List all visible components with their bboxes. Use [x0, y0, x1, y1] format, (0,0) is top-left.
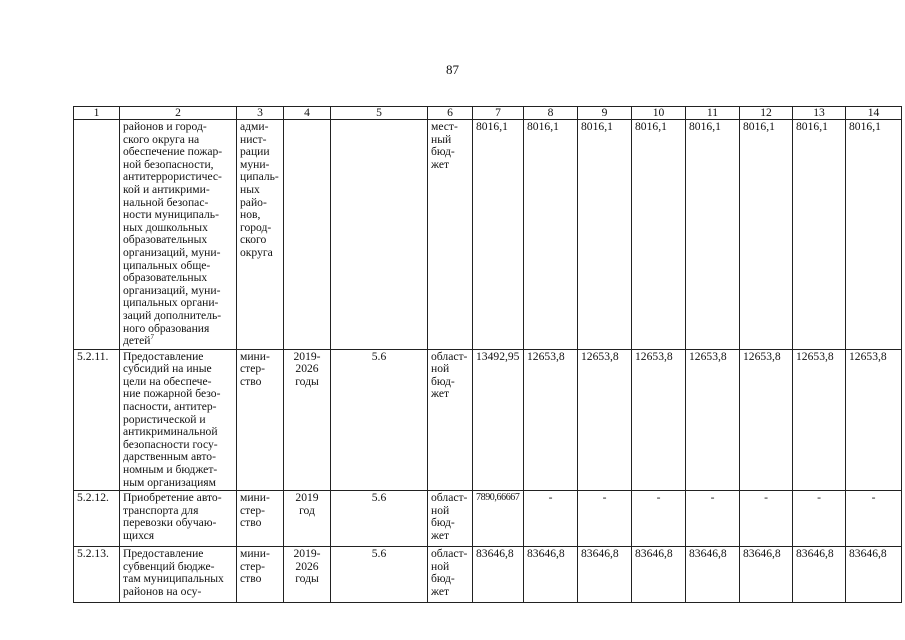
row-value: 8016,1: [740, 120, 793, 350]
column-number: 7: [473, 107, 524, 120]
row-value: 83646,8: [632, 547, 686, 603]
row-value: 8016,1: [846, 120, 902, 350]
row-value: 83646,8: [578, 547, 632, 603]
row-value: 12653,8: [846, 349, 902, 491]
row-value: 8016,1: [793, 120, 846, 350]
row-value: 12653,8: [686, 349, 740, 491]
row-value: 12653,8: [524, 349, 578, 491]
column-number: 3: [237, 107, 284, 120]
column-number: 13: [793, 107, 846, 120]
row-value: 8016,1: [578, 120, 632, 350]
row-number: [74, 120, 120, 350]
row-funding-source: област- ной бюд- жет: [428, 349, 473, 491]
column-number: 6: [428, 107, 473, 120]
table-row: [74, 547, 902, 603]
row-name: [120, 547, 237, 603]
column-number: 10: [632, 107, 686, 120]
row-name-text: районов и город- ского округа на обеспечение пожар- ной безопасности, антитеррористичес- кой и антикрими- нальной безопас- ности муниципаль- ных дошкольных образовательных организаций, муни- ципальных обще- образовательных организаций, муни- ципальных органи- заций дополнитель- ного образования детей: [123, 120, 223, 348]
row-value: 12653,8: [578, 349, 632, 491]
row-value: -: [846, 491, 902, 547]
row-col5: 5.6: [331, 547, 428, 603]
row-value: 7890,66667: [473, 491, 524, 547]
row-value: -: [793, 491, 846, 547]
column-number: 8: [524, 107, 578, 120]
row-number: 5.2.12.: [74, 491, 120, 547]
row-name: [120, 491, 237, 547]
row-executor: мини- стер- ство: [237, 547, 284, 603]
row-value: 83646,8: [686, 547, 740, 603]
row-executor: мини- стер- ство: [237, 349, 284, 491]
column-number-row: [74, 107, 902, 120]
row-value: -: [686, 491, 740, 547]
row-value: -: [578, 491, 632, 547]
row-value: 8016,1: [686, 120, 740, 350]
table-row: [74, 120, 902, 350]
row-name-text: Приобретение авто- транспорта для перевозки обучаю- щихся: [123, 491, 222, 542]
row-value: 12653,8: [632, 349, 686, 491]
program-activities-table: [73, 106, 902, 603]
row-value: 8016,1: [473, 120, 524, 350]
row-col5: [331, 120, 428, 350]
row-name: [120, 120, 237, 350]
footnote-mark: 7: [150, 333, 154, 342]
row-name-text: Предоставление субвенций бюдже- там муниципальных районов на осу-: [123, 547, 224, 598]
row-executor: адми- нист- рации муни- ципаль- ных райо- нов, город- ского округа: [237, 120, 284, 350]
row-value: 8016,1: [632, 120, 686, 350]
row-value: 13492,95: [473, 349, 524, 491]
row-period: [284, 120, 331, 350]
row-funding-source: област- ной бюд- жет: [428, 491, 473, 547]
row-value: 12653,8: [740, 349, 793, 491]
column-number: 4: [284, 107, 331, 120]
row-number: 5.2.13.: [74, 547, 120, 603]
row-value: 8016,1: [524, 120, 578, 350]
column-number: 9: [578, 107, 632, 120]
row-value: -: [524, 491, 578, 547]
row-value: 83646,8: [846, 547, 902, 603]
row-funding-source: област- ной бюд- жет: [428, 547, 473, 603]
column-number: 11: [686, 107, 740, 120]
row-number: 5.2.11.: [74, 349, 120, 491]
table-row: [74, 491, 902, 547]
column-number: 14: [846, 107, 902, 120]
row-period: 2019 год: [284, 491, 331, 547]
page-number: 87: [446, 62, 459, 77]
row-value: 83646,8: [740, 547, 793, 603]
row-name-text: Предоставление субсидий на иные цели на обеспече- ние пожарной безо- пасности, антитер- рористической и антикриминальной безопасности госу- дарственным авто- номным и бюджет- ным организациям: [123, 349, 221, 489]
row-period: 2019- 2026 годы: [284, 547, 331, 603]
table-row: [74, 349, 902, 491]
row-funding-source: мест- ный бюд- жет: [428, 120, 473, 350]
column-number: 5: [331, 107, 428, 120]
row-col5: 5.6: [331, 349, 428, 491]
row-value: 12653,8: [793, 349, 846, 491]
row-value: 83646,8: [524, 547, 578, 603]
row-name: [120, 349, 237, 491]
row-period: 2019- 2026 годы: [284, 349, 331, 491]
row-value: 83646,8: [473, 547, 524, 603]
row-value: -: [632, 491, 686, 547]
column-number: 12: [740, 107, 793, 120]
row-col5: 5.6: [331, 491, 428, 547]
row-value: -: [740, 491, 793, 547]
row-executor: мини- стер- ство: [237, 491, 284, 547]
column-number: 2: [120, 107, 237, 120]
column-number: 1: [74, 107, 120, 120]
row-value: 83646,8: [793, 547, 846, 603]
